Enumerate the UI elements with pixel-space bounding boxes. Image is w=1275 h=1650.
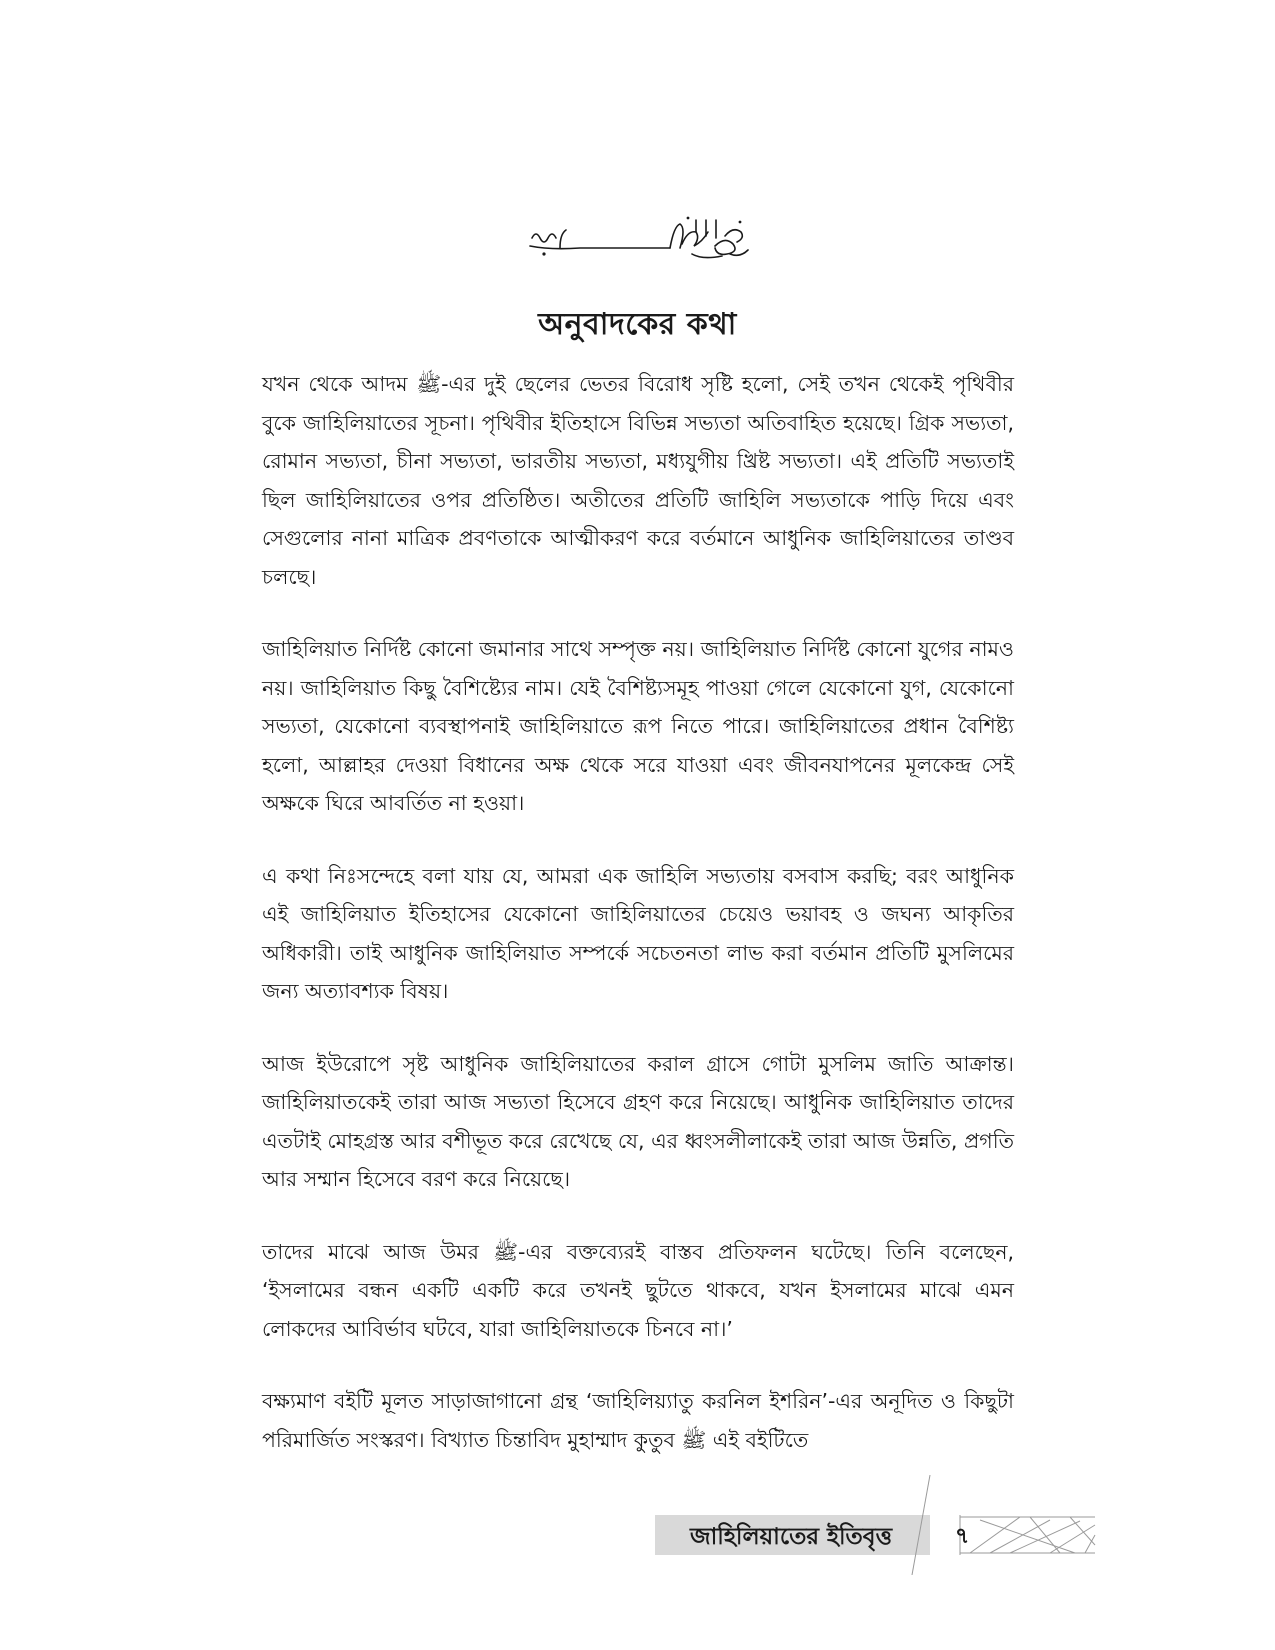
paragraph: তাদের মাঝে আজ উমর ﷺ-এর বক্তব্যেরই বাস্তব প্রতিফলন ঘটেছে। তিনি বলেছেন, ‘ইসলামের বন্ধন একটি একটি করে তখনই ছুটতে থাকবে, যখন ইসলামের মাঝে এমন লোকদের আবির্ভাব ঘটবে, যারা জাহিলিয়াতকে চিনবে না।’: [262, 1239, 1015, 1341]
paragraph: যখন থেকে আদম ﷺ-এর দুই ছেলের ভেতর বিরোধ সৃষ্টি হলো, সেই তখন থেকেই পৃথিবীর বুকে জাহিলিয়াতের সূচনা। পৃথিবীর ইতিহাসে বিভিন্ন সভ্যতা অতিবাহিত হয়েছে। গ্রিক সভ্যতা, রোমান সভ্যতা, চীনা সভ্যতা, ভারতীয় সভ্যতা, মধ্যযুগীয় খ্রিষ্ট সভ্যতা। এই প্রতিটি সভ্যতাই ছিল জাহিলিয়াতের ওপর প্রতিষ্ঠিত। অতীতের প্রতিটি জাহিলি সভ্যতাকে পাড়ি দিয়ে এবং সেগুলোর নানা মাত্রিক প্রবণতাকে আত্মীকরণ করে বর্তমানে আধুনিক জাহিলিয়াতের তাণ্ডব চলছে।: [262, 372, 1014, 589]
footer-decoration-icon: [900, 1475, 1160, 1575]
bismillah-calligraphy-icon: [520, 208, 755, 268]
page-number: ৭: [955, 1524, 970, 1549]
paragraph: বক্ষ্যমাণ বইটি মূলত সাড়াজাগানো গ্রন্থ ‘জাহিলিয়্যাতু করনিল ইশরিন’-এর অনূদিত ও কিছুটা পরিমার্জিত সংস্করণ। বিখ্যাত চিন্তাবিদ মুহাম্মাদ কুতুব ﷺ এই বইটিতে: [262, 1389, 1014, 1452]
page-footer: [0, 1475, 1275, 1575]
paragraph: জাহিলিয়াত নির্দিষ্ট কোনো জমানার সাথে সম্পৃক্ত নয়। জাহিলিয়াত নির্দিষ্ট কোনো যুগের নামও নয়। জাহিলিয়াত কিছু বৈশিষ্ট্যের নাম। যেই বৈশিষ্ট্যসমূহ পাওয়া গেলে যেকোনো যুগ, যেকোনো সভ্যতা, যেকোনো ব্যবস্থাপনাই জাহিলিয়াতে রূপ নিতে পারে। জাহিলিয়াতের প্রধান বৈশিষ্ট্য হলো, আল্লাহর দেওয়া বিধানের অক্ষ থেকে সরে যাওয়া এবং জীবনযাপনের মূলকেন্দ্র সেই অক্ষকে ঘিরে আবর্তিত না হওয়া।: [262, 637, 1014, 815]
paragraph: এ কথা নিঃসন্দেহে বলা যায় যে, আমরা এক জাহিলি সভ্যতায় বসবাস করছি; বরং আধুনিক এই জাহিলিয়াত ইতিহাসের যেকোনো জাহিলিয়াতের চেয়েও ভয়াবহ ও জঘন্য আকৃতির অধিকারী। তাই আধুনিক জাহিলিয়াত সম্পর্কে সচেতনতা লাভ করা বর্তমান প্রতিটি মুসলিমের জন্য অত্যাবশ্যক বিষয়।: [262, 863, 1014, 1003]
footer-book-title: জাহিলিয়াতের ইতিবৃত্ত: [690, 1524, 893, 1550]
paragraph: আজ ইউরোপে সৃষ্ট আধুনিক জাহিলিয়াতের করাল গ্রাসে গোটা মুসলিম জাতি আক্রান্ত। জাহিলিয়াতকেই তারা আজ সভ্যতা হিসেবে গ্রহণ করে নিয়েছে। আধুনিক জাহিলিয়াত তাদের এতটাই মোহগ্রস্ত আর বশীভূত করে রেখেছে যে, এর ধ্বংসলীলাকেই তারা আজ উন্নতি, প্রগতি আর সম্মান হিসেবে বরণ করে নিয়েছে।: [262, 1051, 1014, 1191]
body-text: [262, 365, 1014, 1493]
page-title: অনুবাদকের কথা: [538, 307, 737, 342]
